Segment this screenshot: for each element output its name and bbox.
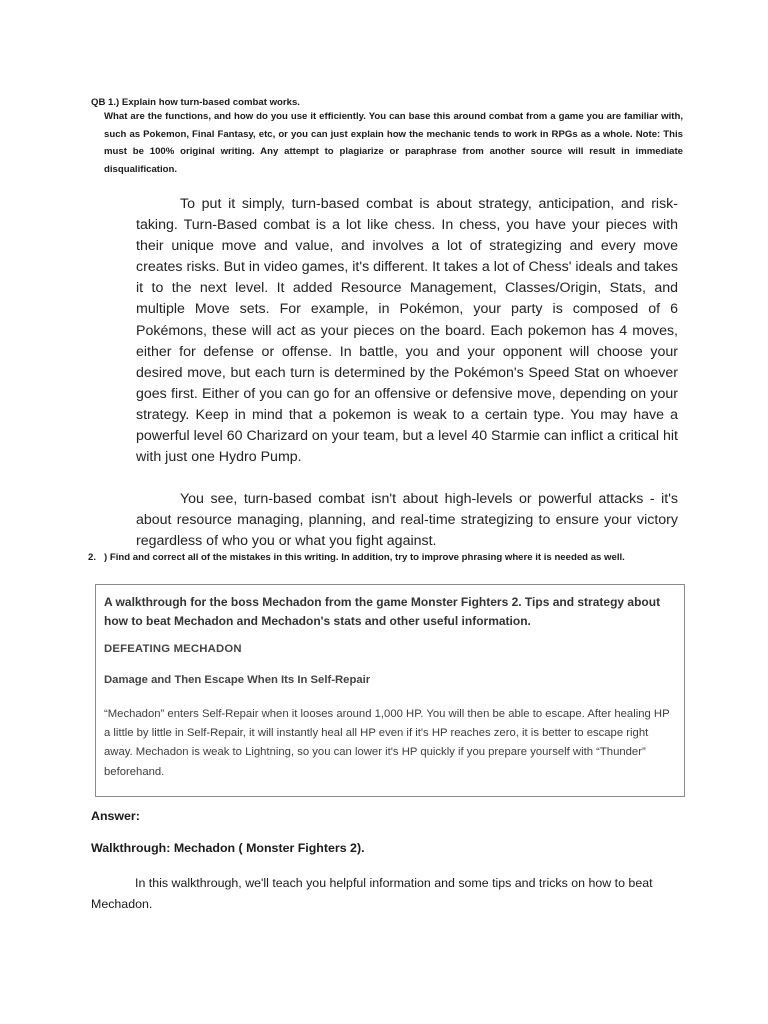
question-2-text: ) Find and correct all of the mistakes in this writing. In addition, try to improve phrasing where it is needed as well.: [104, 552, 625, 563]
excerpt-body: “Mechadon” enters Self-Repair when it looses around 1,000 HP. You will then be able to escape. After healing HP a little by little in Self-Repair, it will instantly heal all HP even if it's HP reaches zero, it is better to escape right away. Mechadon is weak to Lightning, so you can lower it's HP quickly if you prepare yourself with “Thunder” beforehand.: [104, 708, 670, 778]
answer-body: [91, 873, 691, 915]
question-2-number: 2.: [88, 552, 97, 563]
excerpt-section-heading: DEFEATING MECHADON: [104, 643, 242, 655]
question-1-instructions: What are the functions, and how do you use it efficiently. You can base this around combat from a game you are familiar with, such as Pokemon, Final Fantasy, etc, or you can just explain how the mechanic tends to work in RPGs as a whole. Note: This must be 100% original writing. Any attempt to plagiarize or paraphrase from another source will result in immediate disqualification.: [104, 111, 683, 175]
essay-paragraph-2: You see, turn-based combat isn't about high-levels or powerful attacks - it's about resource managing, planning, and real-time strategizing to ensure your victory regardless of who you or what you fight against.: [136, 491, 678, 550]
answer-paragraph: In this walkthrough, we'll teach you helpful information and some tips and tricks on how to beat Mechadon.: [91, 876, 653, 911]
answer-label: Answer:: [91, 809, 140, 823]
answer-title: Walkthrough: Mechadon ( Monster Fighters 2).: [91, 841, 365, 855]
essay-paragraph-1: To put it simply, turn-based combat is about strategy, anticipation, and risk-taking. Turn-Based combat is a lot like chess. In chess, you have your pieces with their unique move and value, and involves a lot of strategizing and every move creates risks. But in video games, it's different. It takes a lot of Chess' ideals and takes it to the next level. It added Resource Management, Classes/Origin, Stats, and multiple Move sets. For example, in Pokémon, your party is composed of 6 Pokémons, these will act as your pieces on the board. Each pokemon has 4 moves, either for defense or offense. In battle, you and your opponent will choose your desired move, but each turn is determined by the Pokémon's Speed Stat on whoever goes first. Either of you can go for an offensive or defensive move, depending on your strategy. Keep in mind that a pokemon is weak to a certain type. You may have a powerful level 60 Charizard on your team, but a level 40 Starmie can inflict a critical hit with just one Hydro Pump.: [136, 196, 678, 466]
excerpt-subheading: Damage and Then Escape When Its In Self-Repair: [104, 674, 371, 686]
essay-answer: [136, 194, 678, 553]
question-2-prompt: [88, 549, 688, 567]
question-1-heading: QB 1.) Explain how turn-based combat works.: [91, 97, 300, 108]
excerpt-title: A walkthrough for the boss Mechadon from the game Monster Fighters 2. Tips and strategy about how to beat Mechadon and Mechadon's stats and other useful information.: [104, 595, 661, 628]
